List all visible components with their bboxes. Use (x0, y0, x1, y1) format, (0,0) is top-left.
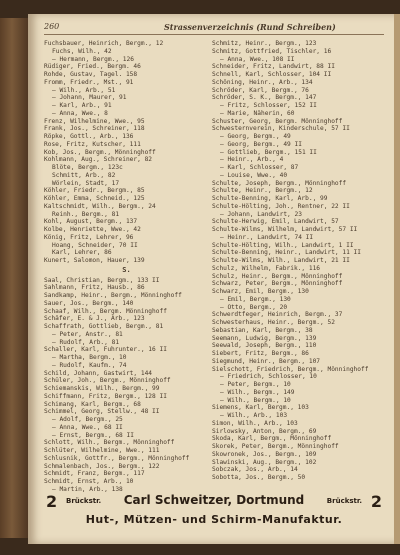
book-spine-edge (0, 18, 30, 538)
directory-entry: Simon, Wilh., Arb., 103 (212, 419, 298, 427)
directory-entry: — Martin, Arb., 138 (52, 485, 123, 493)
directory-entry: — Marie, Näherin, 60 (220, 109, 295, 117)
page-edge (394, 14, 400, 544)
directory-entry: — Otto, Bergm., 20 (220, 303, 288, 311)
directory-entry: Hoang, Schneider, 70 II (52, 241, 138, 249)
page-header (44, 20, 384, 34)
directory-entry: Schulte-Benning, Karl, Arb., 99 (212, 195, 328, 202)
directory-entry: Siemens, Karl, Bergm., 103 (212, 404, 309, 412)
directory-entry: — Wilh., Bergm., 149 (220, 388, 295, 396)
directory-entry: Schulte-Herwig, Emil, Landwirt, 57 (212, 218, 339, 226)
directory-entry: — Karl, Arb., 91 (52, 102, 112, 109)
directory-entry: — Ernst, Bergm., 68 II (52, 431, 134, 439)
directory-entry: Schulte-Hölting, Joh., Rentner, 22 II (212, 202, 350, 210)
directory-entry: — Anna, Wwe., 68 II (52, 423, 123, 431)
directory-entry: Slawinski, Aug., Bergm., 102 (212, 458, 317, 466)
directory-entry: Rüdiger, Fried., Bergm. 46 (44, 63, 141, 71)
directory-entry: Schulz, Wilhelm, Fabrik., 116 (212, 264, 321, 272)
directory-entry: Rose, Fritz, Kutscher, 111 (44, 140, 141, 148)
directory-entry: Kob, Jos., Bergm., Mönninghoff (44, 148, 156, 156)
right-column (212, 40, 377, 510)
directory-entry: Fromm, Friedr., Mst., 91 (44, 78, 134, 86)
directory-entry: Schwesternverein, Kinderschule, 57 II (212, 125, 350, 133)
directory-entry: Kohlmann, Aug., Schreiner, 82 (44, 156, 153, 164)
directory-entry: — Gottlieb, Bergm., 151 II (220, 148, 317, 156)
directory-entry: Schimang, Karl, Bergm., 68 (44, 400, 141, 408)
directory-entry: — Heinr., Landwirt, 74 II (220, 233, 314, 241)
directory-entry: Röpke, Gottl., Arb., 136 (44, 133, 134, 140)
advert-bridge-right: Brückstr. (326, 497, 362, 505)
directory-entry: Sauer, Jos., Bergm., 140 (44, 299, 134, 307)
directory-entry: — Wilh., Bergm., 10 (220, 396, 291, 404)
directory-entry: Schulte-Benning, Heinr., Landwirt, 11 II (212, 249, 362, 257)
directory-entry: Schulte-Hölting, Wilh., Landwirt, 1 II (212, 241, 354, 249)
running-title: Strassenverzeichnis (Rund Schreiben) (164, 22, 336, 32)
directory-entry: Wörlein, Stadt, 17 (52, 179, 120, 187)
directory-entry: Sebastian, Karl, Bergm., 38 (212, 326, 313, 334)
directory-entry: Schulte, Heinr., Bergm., 12 (212, 187, 313, 195)
directory-entry: Schmitt, Arb., 82 (52, 171, 116, 179)
directory-entry: Schmitz, Gottfried, Tischler, 16 (212, 47, 332, 55)
directory-entry: — Anna, Wwe., 108 II (220, 55, 295, 63)
directory-entry: Sirlowsky, Anton, Bergm., 69 (212, 427, 317, 435)
directory-entry: — Adolf, Bergm., 25 (52, 416, 123, 423)
directory-entry: Schlüter, Wilhelmine, Wwe., 111 (44, 447, 160, 454)
directory-entry: Schmidt, Ernst, Arb., 10 (44, 478, 134, 485)
directory-entry: Schnell, Karl, Schlosser, 104 II (212, 71, 332, 78)
directory-entry: Skowronek, Jos., Bergm., 109 (212, 450, 317, 458)
directory-entry: Karl, Lehrer, 86 (52, 249, 112, 257)
directory-entry: Schaffrath, Gottlieb, Bergm., 81 (44, 323, 164, 330)
directory-entry: Fuchsbauer, Heinrich, Bergm., 12 (44, 40, 164, 47)
directory-entry: Seewald, Joseph, Bergm., 110 (212, 342, 317, 350)
directory-entry: Schwarz, Peter, Bergm., Mönninghoff (212, 280, 343, 288)
directory-entry: Frenz, Wilhelmine, Wwe., 95 (44, 117, 145, 125)
directory-entry: Schneider, Fritz, Landwirt, 88 II (212, 63, 335, 71)
directory-entry: Skorek, Peter, Bergm., Mönninghoff (212, 443, 339, 450)
directory-entry: Reinh., Bergm., 81 (52, 210, 120, 218)
directory-entry: Schröder, S. K., Bergm., 147 (212, 94, 317, 102)
directory-entry: Siegmund, Heinr., Bergm., 107 (212, 357, 321, 365)
header-rule (44, 34, 384, 35)
directory-entry: Sandkamp, Heinr., Bergm., Mönninghoff (44, 292, 182, 299)
left-column (44, 40, 209, 493)
advert-line-1 (40, 492, 388, 510)
directory-entry: Fuchs, Wilh., 42 (52, 47, 112, 55)
book-page (28, 14, 396, 544)
directory-entry: Sielschott, Friedrich, Bergm., Mönninghoff (212, 365, 369, 373)
directory-entry: Schmidt, Franz, Bergm., 117 (44, 470, 145, 478)
directory-entry: — Peter, Bergm., 10 (220, 381, 291, 388)
directory-entry: Schiemanskis, Wilh., Bergm., 99 (44, 385, 160, 392)
directory-entry: Schäfer, E. & J., Arb., 123 (44, 315, 145, 323)
directory-entry: Schlusnik, Gottfr., Bergm., Mönninghoff (44, 454, 190, 462)
directory-entry: Schulte, Joseph, Bergm., Mönninghoff (212, 179, 347, 187)
directory-entry: Sahlmann, Fritz, Hausb., 86 (44, 284, 145, 292)
directory-entry: Schwesterhaus, Heinr., Bergm., 52 (212, 319, 335, 326)
directory-entry: — Wilh., Arb., 103 (220, 412, 288, 419)
directory-entry: — Emil, Bergm., 130 (220, 295, 291, 303)
directory-entry: Kolbe, Henriette, Wwe., 42 (44, 226, 141, 233)
advert-number-left: 2 (46, 492, 58, 511)
directory-entry: Kaltschmidt, Wilh., Bergm., 24 (44, 202, 156, 210)
directory-entry: — Anna, Wwe., 8 (52, 109, 108, 117)
directory-entry: Siebert, Fritz, Bergm., 86 (212, 350, 309, 357)
directory-entry: Skoda, Karl, Bergm., Mönninghoff (212, 435, 332, 443)
directory-entry: — Heinr., Arb., 4 (220, 156, 284, 164)
directory-entry: — Martha, Bergm., 10 (52, 354, 127, 361)
directory-entry: — Rudolf, Arb., 81 (52, 338, 120, 346)
advert-bridge-left: Brückstr. (66, 497, 102, 505)
directory-entry: Kunert, Salomon, Hauer, 139 (44, 257, 145, 264)
directory-entry: Schimmel, Georg, Stellw., 48 II (44, 408, 160, 416)
directory-entry: Schmitz, Heinr., Bergm., 123 (212, 40, 317, 47)
directory-entry: Frank, Jos., Schreiner, 118 (44, 125, 145, 133)
directory-entry: Schild, Johann, Gastwirt, 144 (44, 369, 153, 377)
directory-entry: — Fritz, Schlosser, 152 II (220, 102, 317, 109)
directory-entry: Schaller, Karl, Fuhrunter., 16 II (44, 346, 167, 354)
directory-entry: Saal, Christian, Bergm., 133 II (44, 276, 160, 284)
directory-entry: Schwerdtfeger, Heinrich, Bergm., 37 (212, 311, 343, 319)
section-letter: S. (122, 265, 131, 274)
directory-entry: König, Fritz, Lehrer, 96 (44, 233, 134, 241)
page-number: 260 (44, 22, 60, 31)
directory-entry: — Georg, Bergm., 49 (220, 133, 291, 140)
directory-entry: Rohde, Gustav, Tagel. 158 (44, 71, 138, 78)
directory-entry: Schulz, Heinr., Bergm., Mönninghoff (212, 272, 343, 280)
directory-entry: Schröder, Karl, Bergm., 76 (212, 86, 309, 94)
directory-entry: Schuster, Georg, Bergm. Mönninghoff (212, 117, 343, 125)
directory-entry: — Peter, Anstr., 81 (52, 330, 123, 338)
directory-entry: Blöte, Bergm., 123c (52, 164, 123, 171)
directory-entry: Schöning, Heinr., Arb., 134 (212, 78, 313, 86)
directory-entry: Schiffmann, Fritz, Bergm., 128 II (44, 392, 167, 400)
directory-entry: — Georg, Bergm., 49 II (220, 140, 302, 148)
directory-entry: Sobczak, Jos., Arb., 14 (212, 466, 298, 474)
directory-entry: — Friedrich, Schlosser, 10 (220, 373, 317, 381)
directory-entry: — Johann, Landwirt, 23 (220, 210, 302, 218)
directory-entry: — Hermann, Bergm., 126 (52, 55, 134, 63)
directory-entry: Schüler, Joh., Bergm., Mönninghoff (44, 377, 171, 385)
advert-tagline: Hut-, Mützen- und Schirm-Manufaktur. (85, 513, 343, 526)
advert-firm-name: Carl Schweitzer, Dortmund (123, 493, 305, 507)
directory-entry: Schulte-Wilms, Wilh., Landwirt, 21 II (212, 257, 350, 264)
directory-entry: Köhler, Friedr., Bergm., 85 (44, 187, 145, 195)
directory-entry: Sobotta, Jos., Bergm., 50 (212, 474, 306, 481)
directory-entry: — Johann, Maurer, 91 (52, 94, 127, 102)
directory-entry: Seemann, Ludwig, Bergm., 139 (212, 334, 317, 342)
directory-entry: Schlott, Wilh., Bergm., Mönninghoff (44, 439, 175, 447)
directory-entry: Schmalenbach, Jos., Bergm., 122 (44, 462, 160, 470)
directory-entry: — Rudolf, Kaufm., 74 (52, 361, 127, 369)
directory-entry: — Karl, Schlosser, 87 (220, 164, 299, 171)
directory-entry: Schwarz, Emil, Bergm., 130 (212, 288, 309, 295)
directory-entry: Schulte-Wilms, Wilhelm, Landwirt, 57 II (212, 226, 358, 233)
advertisement (40, 492, 388, 534)
directory-entry: — Wilh., Arb., 51 (52, 86, 116, 94)
directory-entry: Köhler, Emma, Schneid., 125 (44, 195, 145, 202)
advert-number-right: 2 (370, 492, 382, 511)
directory-entry: — Louise, Wwe., 40 (220, 171, 288, 179)
directory-entry: Schaaf, Wilh., Bergm. Mönninghoff (44, 307, 167, 315)
directory-entry: Kohl, August, Bergm., 137 (44, 218, 138, 226)
